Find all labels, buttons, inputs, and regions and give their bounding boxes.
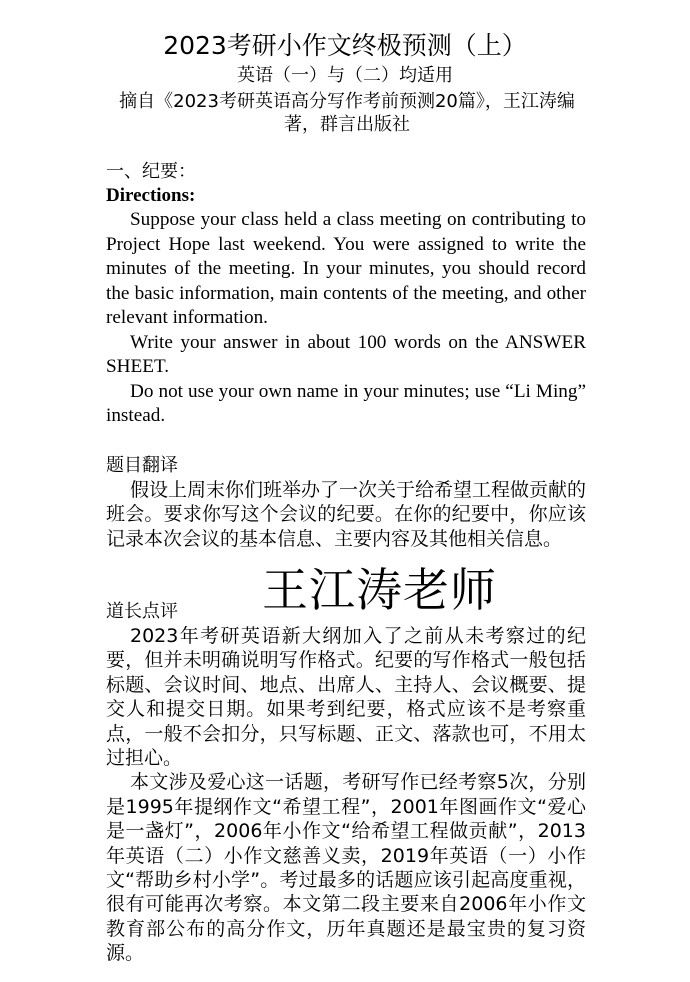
document-subtitle: 英语（一）与（二）均适用 (237, 65, 453, 86)
section-commentary (106, 600, 586, 966)
section-heading: 一、纪要： (106, 161, 196, 182)
commentary-paragraph: 本文涉及爱心这一话题，考研写作已经考察5次，分别是1995年提纲作文“希望工程”，2001年图画作文“爱心是一盏灯”，2006年小作文“给希望工程做贡献”，2013年英语（二）小作文慈善义卖，2019年英语（一）小作文“帮助乡村小学”。考过最多的话题应该引起高度重视，很有可能再次考察。本文第二段主要来自2006年小作文教育部公布的高分作文，历年真题还是最宝贵的复习资源。 (106, 771, 586, 965)
section-translation (106, 454, 586, 551)
commentary-paragraph: 2023年考研英语新大纲加入了之前从未考察过的纪要，但并未明确说明写作格式。纪要的写作格式一般包括标题、会议时间、地点、出席人、主持人、会议概要、提交人和提交日期。如果考到纪要，格式应该不是考察重点，一般不会扣分，只写标题、正文、落款也可，不用太过担心。 (106, 625, 586, 770)
commentary-heading: 道长点评 (106, 601, 178, 622)
directions-label: Directions: (106, 185, 196, 206)
translation-heading: 题目翻译 (106, 455, 178, 476)
directions-paragraph: Suppose your class held a class meeting on contributing to Project Hope last weekend. You were assigned to write the minutes of the meeting. In your minutes, you should record the basic information, main contents of the meeting, and other relevant information. (106, 209, 586, 328)
source-citation: 摘自《2023考研英语高分写作考前预测20篇》，王江涛编著，群言出版社 (119, 91, 575, 135)
section-minutes (106, 160, 586, 429)
document-title: 2023考研小作文终极预测（上） (163, 31, 527, 60)
translation-paragraph: 假设上周末你们班举办了一次关于给希望工程做贡献的班会。要求你写这个会议的纪要。在你的纪要中，你应该记录本次会议的基本信息、主要内容及其他相关信息。 (106, 479, 587, 550)
directions-paragraph: Write your answer in about 100 words on the ANSWER SHEET. (106, 331, 586, 377)
directions-paragraph: Do not use your own name in your minutes; use “Li Ming” instead. (106, 380, 586, 426)
watermark-text: 王江涛老师 (262, 563, 497, 617)
